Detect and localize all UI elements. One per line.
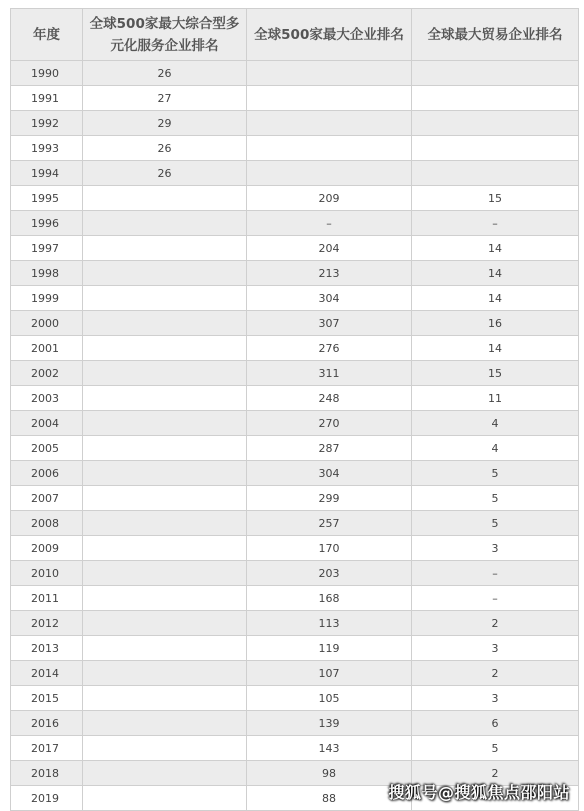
cell-trade-enterprise-rank: 15 (412, 361, 579, 386)
cell-year: 2003 (11, 386, 83, 411)
cell-global-500-rank (247, 161, 412, 186)
table-row (11, 636, 579, 661)
cell-trade-enterprise-rank: 14 (412, 261, 579, 286)
cell-trade-enterprise-rank: 6 (412, 711, 579, 736)
table-row (11, 111, 579, 136)
header-trade-enterprise-rank: 全球最大贸易企业排名 (412, 9, 579, 61)
cell-global-500-rank: 119 (247, 636, 412, 661)
cell-global-500-rank (247, 136, 412, 161)
cell-diversified-service-rank (83, 361, 247, 386)
cell-trade-enterprise-rank: 3 (412, 536, 579, 561)
cell-year: 1993 (11, 136, 83, 161)
cell-diversified-service-rank (83, 436, 247, 461)
table-row (11, 511, 579, 536)
table-row (11, 661, 579, 686)
ranking-table-container (10, 8, 578, 811)
cell-global-500-rank (247, 86, 412, 111)
cell-global-500-rank: 143 (247, 736, 412, 761)
cell-year: 2017 (11, 736, 83, 761)
cell-diversified-service-rank (83, 736, 247, 761)
cell-year: 1998 (11, 261, 83, 286)
cell-year: 1996 (11, 211, 83, 236)
cell-year: 2010 (11, 561, 83, 586)
cell-global-500-rank: 270 (247, 411, 412, 436)
cell-year: 1994 (11, 161, 83, 186)
cell-year: 2001 (11, 336, 83, 361)
cell-global-500-rank (247, 111, 412, 136)
cell-year: 2013 (11, 636, 83, 661)
table-row (11, 361, 579, 386)
cell-diversified-service-rank (83, 761, 247, 786)
cell-diversified-service-rank (83, 261, 247, 286)
cell-trade-enterprise-rank: 4 (412, 436, 579, 461)
header-diversified-service-rank: 全球500家最大综合型多元化服务企业排名 (83, 9, 247, 61)
table-row (11, 536, 579, 561)
table-row (11, 136, 579, 161)
cell-trade-enterprise-rank: 14 (412, 336, 579, 361)
cell-diversified-service-rank: 27 (83, 86, 247, 111)
cell-year: 1992 (11, 111, 83, 136)
cell-year: 1999 (11, 286, 83, 311)
cell-year: 2011 (11, 586, 83, 611)
cell-trade-enterprise-rank: 15 (412, 186, 579, 211)
table-row (11, 336, 579, 361)
cell-global-500-rank: 105 (247, 686, 412, 711)
cell-diversified-service-rank (83, 461, 247, 486)
cell-trade-enterprise-rank (412, 161, 579, 186)
table-row (11, 236, 579, 261)
table-row (11, 211, 579, 236)
cell-trade-enterprise-rank: 14 (412, 286, 579, 311)
cell-trade-enterprise-rank: – (412, 586, 579, 611)
cell-trade-enterprise-rank: – (412, 211, 579, 236)
header-global-500-rank: 全球500家最大企业排名 (247, 9, 412, 61)
cell-year: 1990 (11, 61, 83, 86)
cell-diversified-service-rank: 26 (83, 61, 247, 86)
cell-year: 2006 (11, 461, 83, 486)
cell-diversified-service-rank (83, 311, 247, 336)
cell-diversified-service-rank (83, 211, 247, 236)
cell-global-500-rank: 88 (247, 786, 412, 811)
cell-year: 1991 (11, 86, 83, 111)
cell-diversified-service-rank (83, 611, 247, 636)
table-body (11, 61, 579, 811)
cell-global-500-rank: 204 (247, 236, 412, 261)
table-row (11, 411, 579, 436)
cell-trade-enterprise-rank: 11 (412, 386, 579, 411)
cell-trade-enterprise-rank (412, 61, 579, 86)
cell-diversified-service-rank (83, 386, 247, 411)
table-row (11, 86, 579, 111)
cell-trade-enterprise-rank: 4 (412, 411, 579, 436)
cell-global-500-rank: 248 (247, 386, 412, 411)
cell-diversified-service-rank (83, 586, 247, 611)
cell-year: 2008 (11, 511, 83, 536)
cell-trade-enterprise-rank: 2 (412, 661, 579, 686)
cell-trade-enterprise-rank (412, 136, 579, 161)
cell-global-500-rank: 299 (247, 486, 412, 511)
cell-year: 2000 (11, 311, 83, 336)
cell-trade-enterprise-rank (412, 111, 579, 136)
cell-year: 2019 (11, 786, 83, 811)
cell-trade-enterprise-rank: 3 (412, 686, 579, 711)
cell-diversified-service-rank (83, 536, 247, 561)
cell-trade-enterprise-rank: 5 (412, 511, 579, 536)
cell-trade-enterprise-rank: 3 (412, 636, 579, 661)
cell-year: 1995 (11, 186, 83, 211)
cell-diversified-service-rank (83, 511, 247, 536)
cell-trade-enterprise-rank: 14 (412, 236, 579, 261)
table-row (11, 736, 579, 761)
cell-diversified-service-rank (83, 411, 247, 436)
cell-diversified-service-rank (83, 561, 247, 586)
cell-diversified-service-rank: 29 (83, 111, 247, 136)
cell-diversified-service-rank (83, 661, 247, 686)
cell-global-500-rank: 276 (247, 336, 412, 361)
table-row (11, 161, 579, 186)
cell-trade-enterprise-rank: 5 (412, 486, 579, 511)
cell-global-500-rank: 209 (247, 186, 412, 211)
cell-diversified-service-rank (83, 336, 247, 361)
cell-diversified-service-rank (83, 236, 247, 261)
cell-trade-enterprise-rank: – (412, 561, 579, 586)
cell-year: 2009 (11, 536, 83, 561)
cell-trade-enterprise-rank: 16 (412, 311, 579, 336)
cell-global-500-rank: 257 (247, 511, 412, 536)
cell-year: 2007 (11, 486, 83, 511)
cell-diversified-service-rank (83, 486, 247, 511)
cell-year: 2012 (11, 611, 83, 636)
cell-trade-enterprise-rank: 2 (412, 761, 579, 786)
cell-year: 2002 (11, 361, 83, 386)
cell-global-500-rank: 304 (247, 286, 412, 311)
ranking-table (10, 8, 579, 811)
cell-diversified-service-rank (83, 686, 247, 711)
table-row (11, 611, 579, 636)
cell-trade-enterprise-rank: 5 (412, 461, 579, 486)
cell-global-500-rank: 107 (247, 661, 412, 686)
cell-global-500-rank: 213 (247, 261, 412, 286)
cell-global-500-rank: 203 (247, 561, 412, 586)
cell-diversified-service-rank (83, 786, 247, 811)
cell-diversified-service-rank: 26 (83, 161, 247, 186)
table-header-row (11, 9, 579, 61)
cell-trade-enterprise-rank: 2 (412, 611, 579, 636)
watermark-text: 搜狐号@搜狐焦点邵阳站 (388, 783, 570, 802)
table-row (11, 711, 579, 736)
cell-diversified-service-rank (83, 286, 247, 311)
table-row (11, 386, 579, 411)
cell-year: 2005 (11, 436, 83, 461)
table-row (11, 261, 579, 286)
header-year: 年度 (11, 9, 83, 61)
table-row (11, 61, 579, 86)
table-row (11, 461, 579, 486)
cell-global-500-rank: 139 (247, 711, 412, 736)
cell-global-500-rank: 168 (247, 586, 412, 611)
cell-diversified-service-rank (83, 186, 247, 211)
table-row (11, 311, 579, 336)
cell-global-500-rank: 287 (247, 436, 412, 461)
cell-global-500-rank: 170 (247, 536, 412, 561)
cell-year: 2016 (11, 711, 83, 736)
cell-trade-enterprise-rank (412, 86, 579, 111)
cell-diversified-service-rank: 26 (83, 136, 247, 161)
cell-global-500-rank: 307 (247, 311, 412, 336)
cell-global-500-rank (247, 61, 412, 86)
table-row (11, 486, 579, 511)
cell-diversified-service-rank (83, 711, 247, 736)
cell-year: 2018 (11, 761, 83, 786)
cell-global-500-rank: 311 (247, 361, 412, 386)
cell-diversified-service-rank (83, 636, 247, 661)
cell-global-500-rank: 113 (247, 611, 412, 636)
table-row (11, 686, 579, 711)
table-row (11, 586, 579, 611)
cell-global-500-rank: 304 (247, 461, 412, 486)
cell-year: 2015 (11, 686, 83, 711)
cell-trade-enterprise-rank: 5 (412, 736, 579, 761)
cell-year: 2004 (11, 411, 83, 436)
cell-year: 1997 (11, 236, 83, 261)
cell-global-500-rank: – (247, 211, 412, 236)
cell-global-500-rank: 98 (247, 761, 412, 786)
cell-year: 2014 (11, 661, 83, 686)
table-row (11, 436, 579, 461)
table-row (11, 561, 579, 586)
table-row (11, 286, 579, 311)
table-row (11, 186, 579, 211)
